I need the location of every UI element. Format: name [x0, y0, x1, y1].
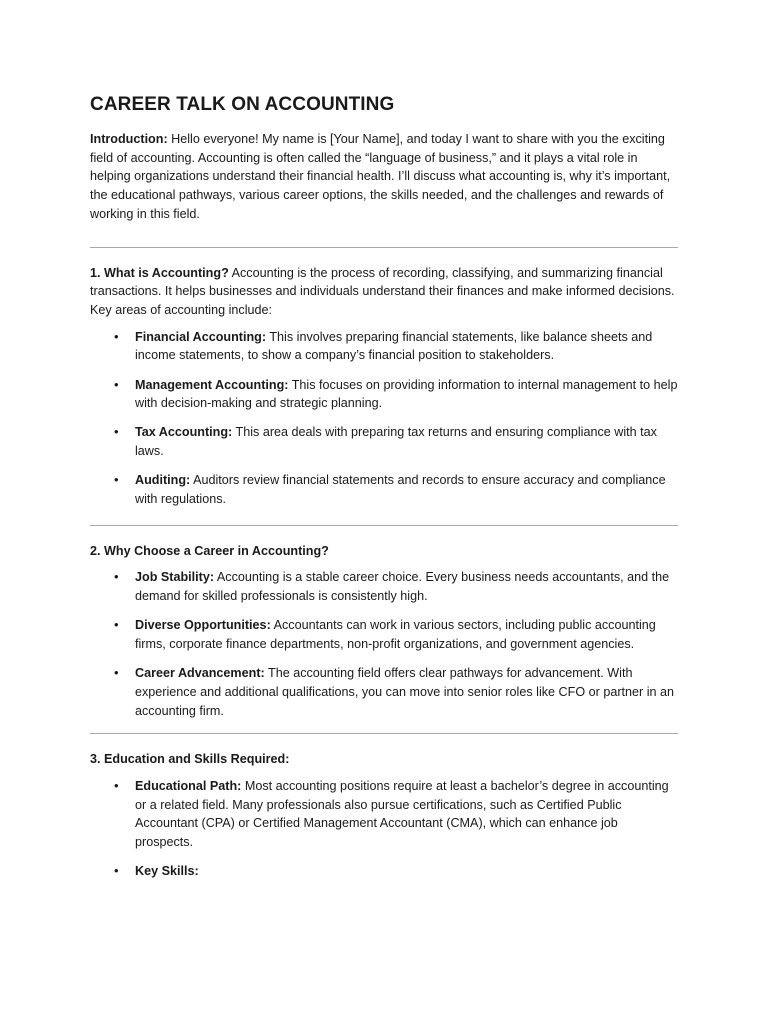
section-1-list [90, 328, 678, 509]
bullet-icon: • [114, 328, 119, 344]
list-item [114, 664, 678, 720]
section-1-heading: 1. What is Accounting? [90, 265, 229, 280]
list-item [114, 616, 678, 653]
intro-paragraph [90, 130, 678, 224]
section-1-paragraph [90, 264, 678, 320]
section-2-heading: 2. Why Choose a Career in Accounting? [90, 543, 329, 558]
section-divider [90, 733, 678, 734]
bullet-icon: • [114, 863, 119, 879]
bullet-icon: • [114, 617, 119, 633]
section-2-list [90, 568, 678, 720]
list-item-label: Diverse Opportunities: [135, 618, 271, 633]
section-3-heading: 3. Education and Skills Required: [90, 752, 290, 767]
section-3-paragraph [90, 750, 678, 769]
intro-label: Introduction: [90, 132, 168, 146]
list-item-text: Auditors review financial statements and records to ensure accuracy and compliance with regulations. [135, 473, 666, 507]
list-item-text: The accounting field offers clear pathways for advancement. With experience and additional qualifications, you can move into senior roles like CFO or partner in an accounting firm. [135, 666, 675, 718]
section-divider [90, 525, 678, 526]
bullet-icon: • [114, 376, 119, 392]
list-item-text: Accountants can work in various sectors, including public accounting firms, corporate finance departments, non-profit organizations, and government agencies. [135, 618, 656, 652]
list-item [114, 471, 678, 508]
list-item-label: Key Skills: [135, 864, 199, 879]
list-item-label: Job Stability: [135, 570, 215, 585]
list-item-text: This focuses on providing information to internal management to help with decision-making and strategic planning. [135, 377, 678, 411]
list-item-text: This area deals with preparing tax returns and ensuring compliance with tax laws. [135, 425, 657, 459]
list-item [114, 376, 678, 413]
bullet-icon: • [114, 569, 119, 585]
list-item-label: Educational Path: [135, 779, 242, 794]
list-item-label: Auditing: [135, 473, 191, 488]
list-item [114, 862, 678, 881]
list-item-label: Management Accounting: [135, 377, 289, 392]
bullet-icon: • [114, 472, 119, 488]
list-item [114, 423, 678, 460]
list-item-label: Career Advancement: [135, 666, 265, 681]
section-divider [90, 247, 678, 248]
section-3-list [90, 777, 678, 881]
bullet-icon: • [114, 424, 119, 440]
section-1-text: Accounting is the process of recording, classifying, and summarizing financial transactions. It helps businesses and individuals understand their finances and make informed decisions. Key areas of accounting include: [90, 265, 675, 317]
intro-text: Hello everyone! My name is [Your Name], and today I want to share with you the exciting field of accounting. Accounting is often called the “language of business,” and it plays a vital role in helping organizations understand their financial health. I’ll discuss what accounting is, why it’s important, the educational pathways, various career options, the skills needed, and the challenges and rewards of working in this field. [90, 132, 671, 221]
list-item-label: Tax Accounting: [135, 425, 233, 440]
list-item-text: Most accounting positions require at least a bachelor’s degree in accounting or a related field. Many professionals also pursue certifications, such as Certified Public Accountant (CPA) or Certified Management Accountant (CMA), which can enhance job prospects. [135, 779, 669, 850]
list-item [114, 328, 678, 365]
page-title: CAREER TALK ON ACCOUNTING [90, 94, 395, 115]
bullet-icon: • [114, 665, 119, 681]
list-item-text: This involves preparing financial statements, like balance sheets and income statements, to show a company’s financial position to stakeholders. [135, 329, 653, 363]
list-item [114, 777, 678, 852]
list-item [114, 568, 678, 605]
list-item-label: Financial Accounting: [135, 329, 267, 344]
section-2-paragraph [90, 542, 678, 561]
bullet-icon: • [114, 778, 119, 794]
list-item-text: Accounting is a stable career choice. Every business needs accountants, and the demand for skilled professionals is consistently high. [135, 570, 670, 604]
